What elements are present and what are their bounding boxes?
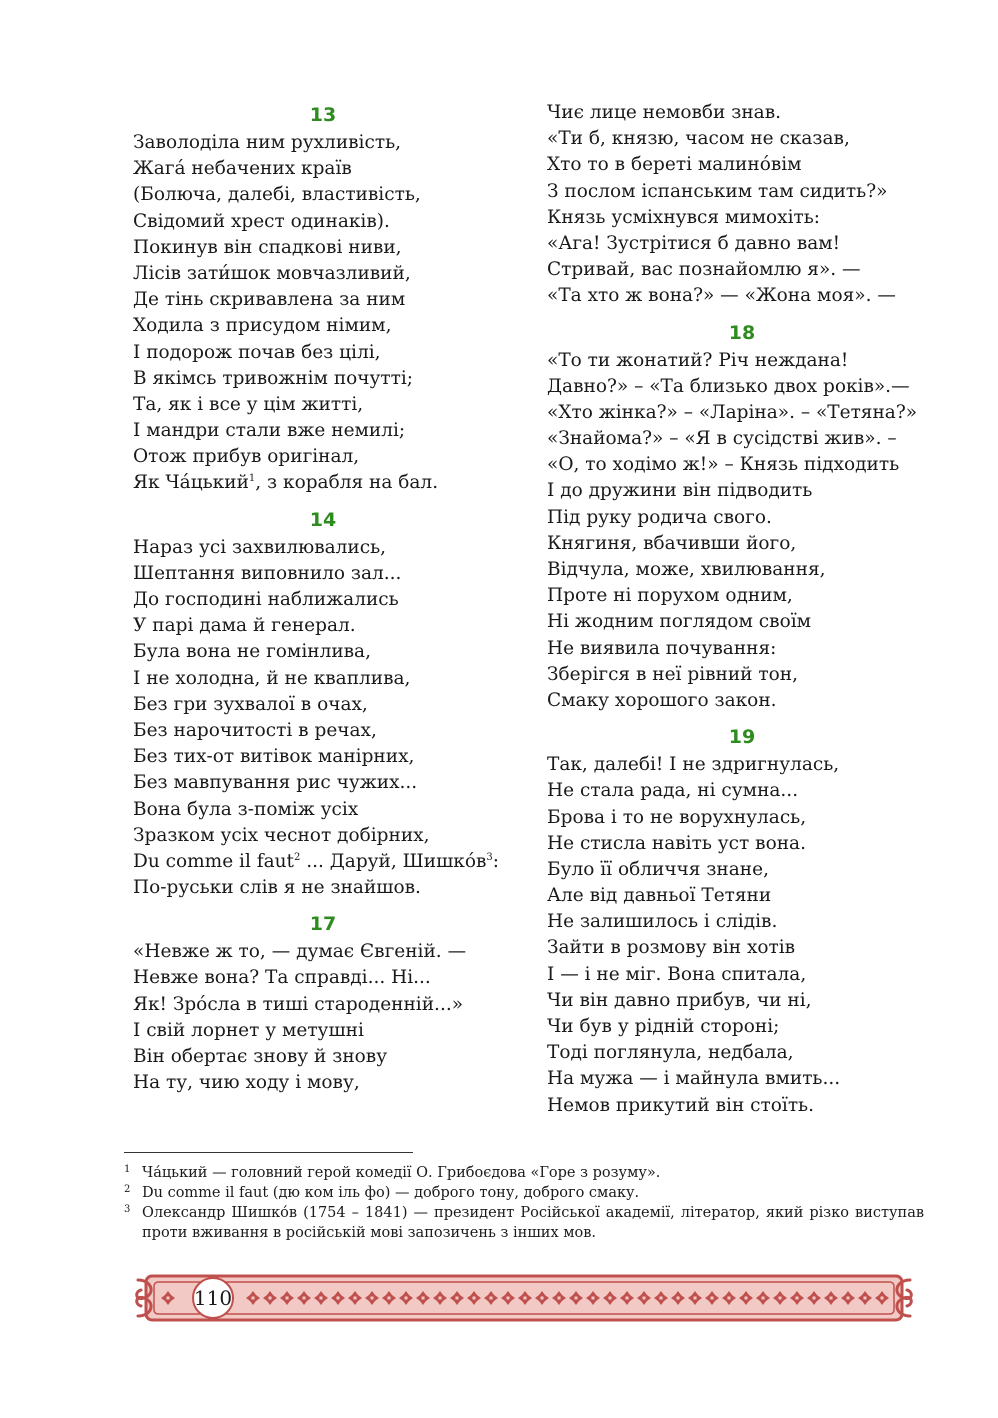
verse-line: Під руку родича свого. bbox=[547, 506, 772, 528]
verse-line: «О, то ходімо ж!» – Князь підходить bbox=[547, 454, 900, 476]
right-column bbox=[547, 100, 937, 1127]
stanza-number: 19 bbox=[728, 726, 756, 749]
verse-line: Смаку хорошого закон. bbox=[547, 689, 777, 711]
footnote-item bbox=[124, 1203, 924, 1243]
verse-line: Княгиня, вбачивши його, bbox=[547, 532, 797, 554]
footnote-item bbox=[124, 1163, 924, 1183]
verse-line: Не стала рада, ні сумна... bbox=[547, 780, 799, 802]
stanza bbox=[133, 909, 513, 1096]
footnote-text: Олександр Шишко́в (1754 – 1841) — президент Російської академії, літератор, який різко виступав проти вживання в російській мові запозичень з інших мов. bbox=[142, 1205, 924, 1241]
verse-line: Не виявила почування: bbox=[547, 637, 777, 659]
footnotes bbox=[124, 1163, 924, 1243]
verse-line: По-руськи слів я не знайшов. bbox=[133, 877, 421, 899]
verse-line: Отож прибув оригінал, bbox=[133, 446, 360, 468]
stanza bbox=[547, 318, 937, 715]
verse-line: Вона була з-поміж усіх bbox=[133, 798, 359, 820]
verse-line: (Болюча, далебі, властивість, bbox=[133, 184, 421, 206]
stanza-number: 17 bbox=[309, 913, 337, 936]
verse-line: «Ага! Зустрітися б давно вам! bbox=[547, 232, 841, 254]
verse-line: І не холодна, й не кваплива, bbox=[133, 667, 411, 689]
verse-line: І подорож почав без цілі, bbox=[133, 341, 381, 363]
verse-line: Не стисла навіть уст вона. bbox=[547, 832, 806, 854]
verse-line: Лісів зати́шок мовчазливий, bbox=[133, 262, 411, 284]
verse-line: Жага́ небачених країв bbox=[133, 158, 352, 180]
verse-line: Чи він давно прибув, чи ні, bbox=[547, 989, 812, 1011]
footnote-mark: 1 bbox=[124, 1164, 131, 1175]
footnote-text: Du comme il faut (дю ком іль фо) — доброго тону, доброго смаку. bbox=[142, 1185, 640, 1201]
verse-line: Чиє лице немовби знав. bbox=[547, 102, 781, 123]
verse-line: Князь усміхнувся мимохіть: bbox=[547, 206, 821, 228]
verse-line: Не залишилось і слідів. bbox=[547, 911, 778, 933]
stanza bbox=[133, 100, 513, 497]
verse-line: «То ти жонатий? Річ неждана! bbox=[547, 349, 849, 371]
verse-line: Немов прикутий він стоїть. bbox=[547, 1094, 815, 1116]
verse-line: Без тих-от витівок манірних, bbox=[133, 746, 415, 768]
verse-line: Нараз усі захвилювались, bbox=[133, 536, 387, 558]
verse-line: І мандри стали вже немилі; bbox=[133, 420, 406, 442]
verse-line: І — і не міг. Вона спитала, bbox=[547, 963, 807, 985]
stanza bbox=[133, 505, 513, 902]
verse-line: Було її обличчя знане, bbox=[547, 858, 769, 880]
verse-line: Свідомий хрест одинаків). bbox=[133, 210, 390, 232]
verse-line: До господині наближались bbox=[133, 589, 399, 610]
verse-line: Без нарочитості в речах, bbox=[133, 719, 377, 741]
verse-line: І до дружини він підводить bbox=[547, 480, 813, 502]
verse-line: Покинув він спадкові ниви, bbox=[133, 236, 402, 258]
verse-line: Була вона не гомінлива, bbox=[133, 641, 371, 663]
stanza-number: 18 bbox=[728, 321, 756, 344]
verse-line: Але від давньої Тетяни bbox=[547, 885, 772, 907]
verse-line: Брова і то не ворухнулась, bbox=[547, 806, 807, 828]
verse-line: Зайти в розмову він хотів bbox=[547, 937, 796, 959]
stanza-number: 14 bbox=[309, 508, 337, 531]
verse-line: Без мавпування рис чужих... bbox=[133, 772, 418, 794]
verse-line: Як! Зро́сла в тиші староденній...» bbox=[133, 993, 464, 1015]
footnote-mark: 2 bbox=[124, 1184, 131, 1195]
verse-line: Без гри зухвалої в очах, bbox=[133, 693, 368, 715]
footnote-text: Ча́цький — головний герой комедії О. Грибоєдова «Горе з розуму». bbox=[142, 1165, 661, 1181]
verse-line: З послом іспанським там сидить?» bbox=[547, 180, 888, 202]
stanza bbox=[547, 100, 937, 310]
verse-line: І свій лорнет у метушні bbox=[133, 1019, 364, 1041]
page-number: 110 bbox=[193, 1286, 233, 1310]
verse-line: Стривай, вас познайомлю я». — bbox=[547, 259, 861, 281]
left-column bbox=[133, 100, 513, 1104]
verse-line: Невже вона? Та справді... Ні... bbox=[133, 967, 431, 989]
stanza bbox=[547, 722, 937, 1119]
verse-line: Заволоділа ним рухливість, bbox=[133, 132, 402, 153]
verse-line: «Хто жінка?» – «Ларіна». – «Тетяна?» bbox=[547, 401, 918, 423]
footnote-divider bbox=[124, 1152, 413, 1153]
verse-line: Ходила з присудом німим, bbox=[133, 315, 392, 337]
verse-line: Відчула, може, хвилювання, bbox=[547, 559, 826, 580]
verse-line: У парі дама й генерал. bbox=[133, 615, 356, 637]
stanza-number: 13 bbox=[309, 104, 337, 126]
verse-line: На ту, чию ходу і мову, bbox=[133, 1072, 360, 1094]
decorative-border-ornament bbox=[124, 1270, 924, 1326]
verse-line: Так, далебі! І не здригнулась, bbox=[547, 754, 840, 776]
verse-line: Зразком усіх чеснот добірних, bbox=[133, 824, 430, 846]
verse-line: Тоді поглянула, недбала, bbox=[547, 1042, 794, 1064]
verse-line: Та, як і все у цім житті, bbox=[133, 393, 364, 415]
verse-line: На мужа — і майнула вмить... bbox=[547, 1068, 841, 1090]
verse-line: В якімсь тривожнім почутті; bbox=[133, 367, 414, 389]
footnote-mark: 3 bbox=[124, 1204, 131, 1215]
verse-line: Хто то в береті малино́вім bbox=[547, 154, 802, 176]
verse-line: Проте ні порухом одним, bbox=[547, 585, 793, 607]
verse-line: Шептання виповнило зал... bbox=[133, 562, 402, 584]
verse-line: «Невже ж то, — думає Євгеній. — bbox=[133, 941, 467, 963]
verse-line: «Та хто ж вона?» — «Жона моя». — bbox=[547, 285, 896, 307]
verse-line: Зберігся в неї рівний тон, bbox=[547, 663, 798, 685]
verse-line: Чи був у рідній стороні; bbox=[547, 1016, 780, 1037]
verse-line: Давно?» – «Та близько двох років».— bbox=[547, 375, 910, 397]
verse-line: Як Ча́цький$^1$, з корабля на бал. bbox=[133, 472, 439, 494]
verse-line: Du comme il faut$^2$ ... Даруй, Шишко́в$^3$: bbox=[133, 850, 500, 872]
verse-line: «Ти б, князю, часом не сказав, bbox=[547, 128, 850, 150]
verse-line: «Знайома?» – «Я в сусідстві жив». – bbox=[547, 428, 897, 450]
footnote-item bbox=[124, 1183, 924, 1203]
verse-line: Де тінь скривавлена за ним bbox=[133, 289, 406, 311]
verse-line: Ні жодним поглядом своїм bbox=[547, 611, 812, 633]
verse-line: Він обертає знову й знову bbox=[133, 1046, 388, 1067]
